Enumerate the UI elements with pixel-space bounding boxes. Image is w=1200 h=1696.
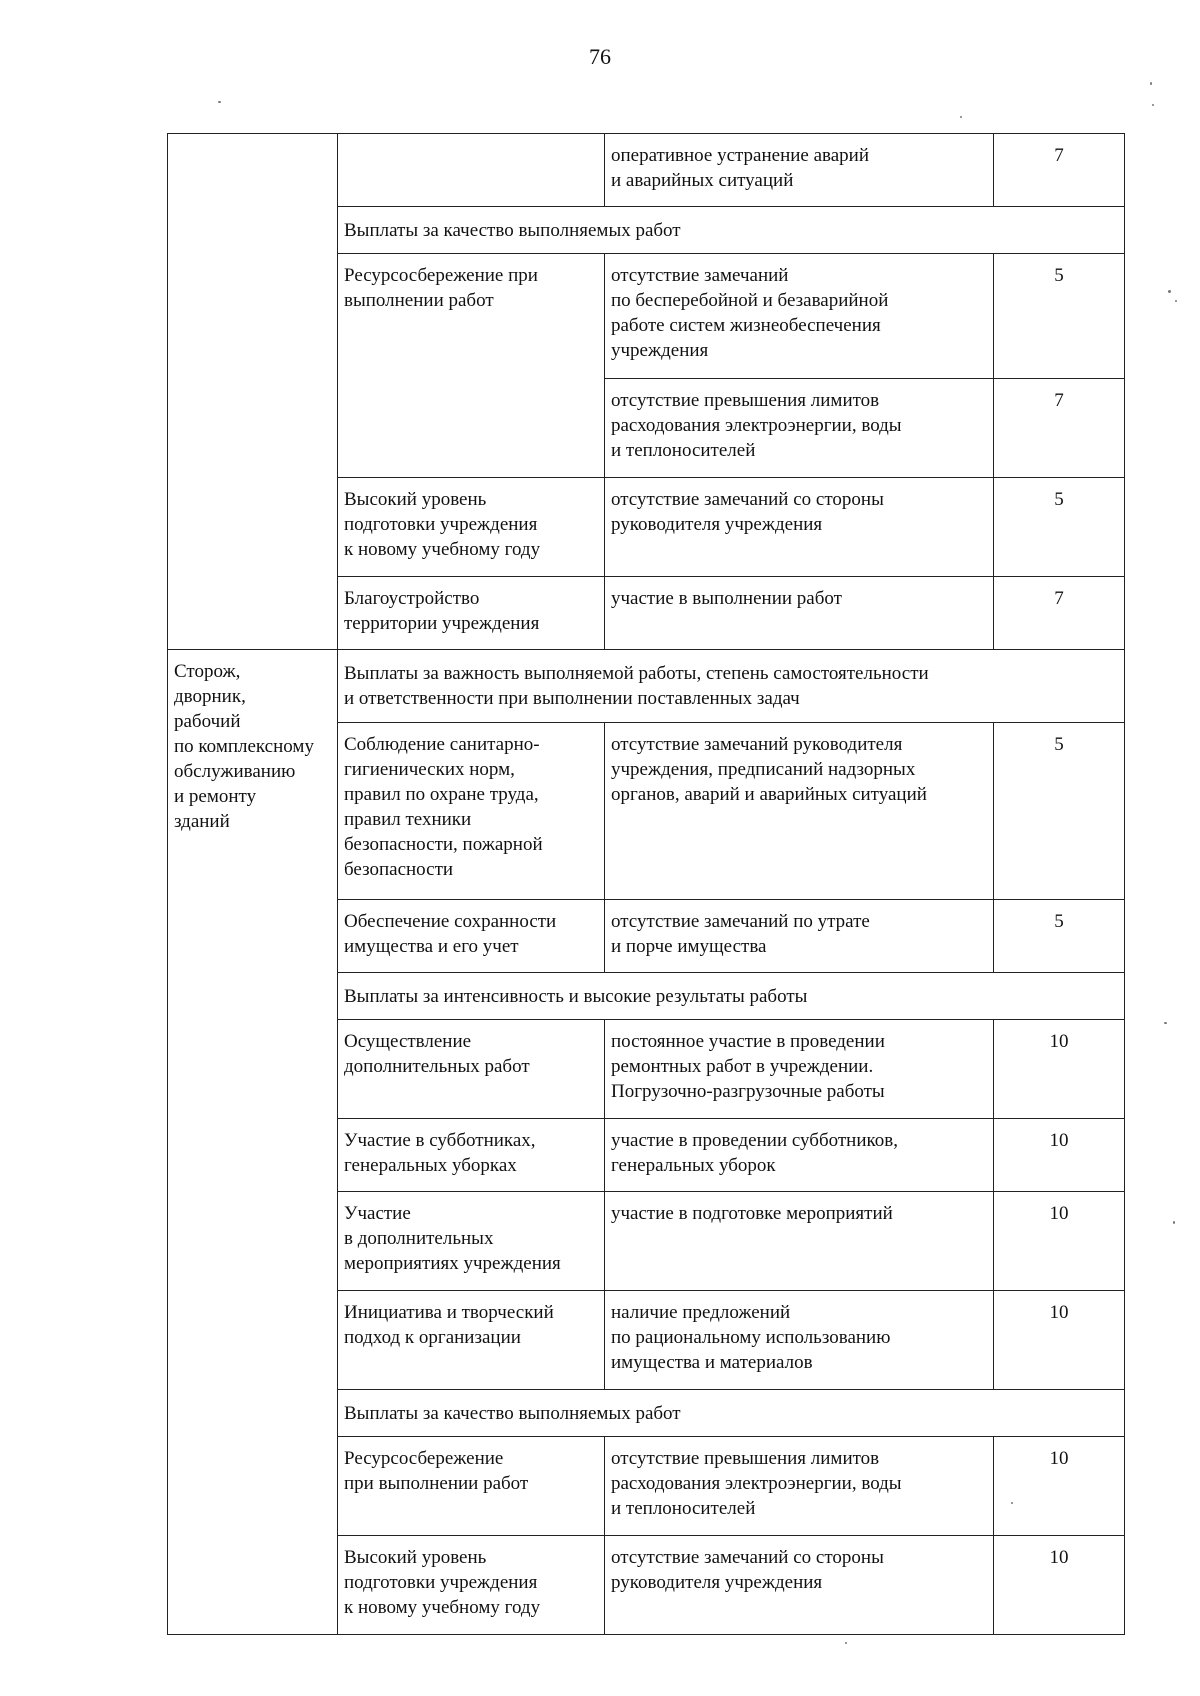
scan-speck xyxy=(845,1642,847,1644)
score-cell: 7 xyxy=(994,577,1125,650)
section-heading: Выплаты за качество выполняемых работ xyxy=(338,207,1125,254)
scan-speck xyxy=(1164,1022,1167,1024)
scan-speck xyxy=(218,101,221,103)
criterion-cell: отсутствие замечаний руководителя учреждения, предписаний надзорных органов, аварий и аварийных ситуаций xyxy=(605,723,994,900)
score-cell: 7 xyxy=(994,379,1125,478)
page-number: 76 xyxy=(589,44,611,69)
indicator-cell: Участие в субботниках, генеральных уборках xyxy=(338,1119,605,1192)
section-row xyxy=(168,650,1125,723)
section-heading: Выплаты за важность выполняемой работы, степень самостоятельности и ответственности при выполнении поставленных задач xyxy=(338,650,1125,723)
criterion-cell: отсутствие замечаний со стороны руководителя учреждения xyxy=(605,1536,994,1635)
criterion-cell: отсутствие превышения лимитов расходования электроэнергии, воды и теплоносителей xyxy=(605,379,994,478)
indicator-cell: Благоустройство территории учреждения xyxy=(338,577,605,650)
criterion-cell: отсутствие замечаний по бесперебойной и безаварийной работе систем жизнеобеспечения учреждения xyxy=(605,254,994,379)
score-cell: 5 xyxy=(994,478,1125,577)
bonus-criteria-table xyxy=(167,133,1125,1635)
indicator-cell: Осуществление дополнительных работ xyxy=(338,1020,605,1119)
criterion-cell: участие в выполнении работ xyxy=(605,577,994,650)
section-heading: Выплаты за качество выполняемых работ xyxy=(338,1390,1125,1437)
criterion-cell: участие в подготовке мероприятий xyxy=(605,1192,994,1291)
section-heading: Выплаты за интенсивность и высокие результаты работы xyxy=(338,973,1125,1020)
criterion-cell: участие в проведении субботников, генеральных уборок xyxy=(605,1119,994,1192)
score-cell: 5 xyxy=(994,254,1125,379)
score-cell: 10 xyxy=(994,1291,1125,1390)
criterion-cell: отсутствие замечаний по утрате и порче имущества xyxy=(605,900,994,973)
score-cell: 5 xyxy=(994,900,1125,973)
indicator-cell: Обеспечение сохранности имущества и его учет xyxy=(338,900,605,973)
score-cell: 5 xyxy=(994,723,1125,900)
indicator-cell: Высокий уровень подготовки учреждения к новому учебному году xyxy=(338,478,605,577)
criterion-cell: оперативное устранение аварий и аварийных ситуаций xyxy=(605,134,994,207)
criterion-cell: постоянное участие в проведении ремонтных работ в учреждении. Погрузочно-разгрузочные работы xyxy=(605,1020,994,1119)
scan-speck xyxy=(1175,300,1177,302)
scan-speck xyxy=(1150,82,1152,85)
score-cell: 7 xyxy=(994,134,1125,207)
scan-speck xyxy=(1173,1221,1175,1224)
criterion-cell: наличие предложений по рациональному использованию имущества и материалов xyxy=(605,1291,994,1390)
scan-speck xyxy=(1152,104,1154,106)
score-cell: 10 xyxy=(994,1020,1125,1119)
criterion-cell: отсутствие замечаний со стороны руководителя учреждения xyxy=(605,478,994,577)
scan-speck xyxy=(960,116,962,118)
score-cell: 10 xyxy=(994,1192,1125,1291)
indicator-cell: Соблюдение санитарно- гигиенических норм, правил по охране труда, правил техники безопасности, пожарной безопасности xyxy=(338,723,605,900)
position-cell xyxy=(168,134,338,650)
indicator-cell: Участие в дополнительных мероприятиях учреждения xyxy=(338,1192,605,1291)
score-cell: 10 xyxy=(994,1437,1125,1536)
position-cell: Сторож, дворник, рабочий по комплексному обслуживанию и ремонту зданий xyxy=(168,650,338,1635)
scan-speck xyxy=(1168,290,1171,293)
indicator-cell xyxy=(338,134,605,207)
scan-speck xyxy=(1011,1502,1013,1504)
indicator-cell: Высокий уровень подготовки учреждения к новому учебному году xyxy=(338,1536,605,1635)
table-row xyxy=(168,134,1125,207)
indicator-cell: Ресурсосбережение при выполнении работ xyxy=(338,1437,605,1536)
score-cell: 10 xyxy=(994,1119,1125,1192)
score-cell: 10 xyxy=(994,1536,1125,1635)
indicator-cell: Инициатива и творческий подход к организации xyxy=(338,1291,605,1390)
indicator-cell: Ресурсосбережение при выполнении работ xyxy=(338,254,605,478)
criterion-cell: отсутствие превышения лимитов расходования электроэнергии, воды и теплоносителей xyxy=(605,1437,994,1536)
